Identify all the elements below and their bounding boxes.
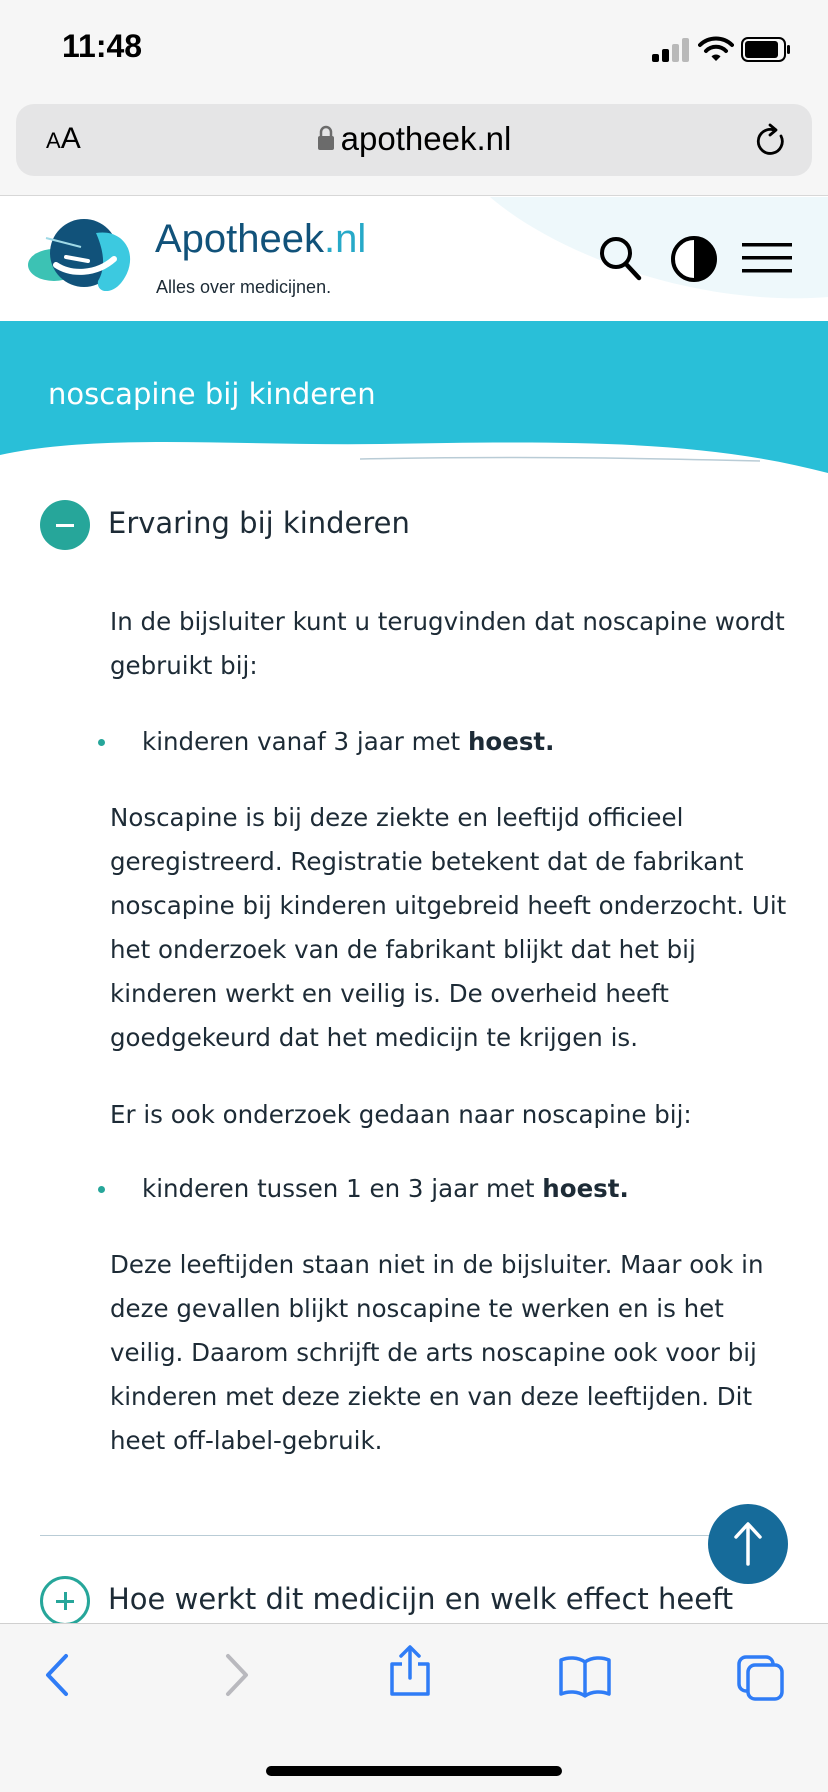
status-bar: [0, 0, 828, 96]
logo-tagline: Alles over medicijnen.: [156, 277, 332, 297]
cellular-signal-icon: [652, 38, 692, 62]
menu-icon[interactable]: [742, 241, 792, 275]
page-title: noscapine bij kinderen: [48, 377, 376, 411]
url-text: apotheek.nl: [340, 120, 512, 157]
registration-paragraph: Noscapine is bij deze ziekte en leeftijd officieel geregistreerd. Registratie betekent dat de fabrikant noscapine bij kinderen uitgebreid heeft onderzocht. Uit het onderzoek van de fabrikant blijkt dat het bij kinderen werkt en veilig is. De overheid heeft goedgekeurd dat het medicijn te krijgen is.: [110, 803, 787, 1052]
section-divider: [40, 1535, 760, 1536]
back-icon[interactable]: [42, 1652, 72, 1698]
scroll-to-top-button[interactable]: [708, 1504, 788, 1584]
off-label-paragraph: Deze leeftijden staan niet in de bijsluiter. Maar ook in deze gevallen blijkt noscapine te werken en is het veilig. Daarom schrijft de arts noscapine ook voor bij kinderen met deze ziekte en van deze leeftijden. Dit heet off-label-gebruik.: [110, 1250, 764, 1455]
research-paragraph: Er is ook onderzoek gedaan naar noscapine bij:: [110, 1100, 692, 1129]
address-bar[interactable]: [16, 104, 812, 176]
accordion-header-ervaring[interactable]: [40, 500, 800, 552]
accordion-title: Ervaring bij kinderen: [108, 506, 410, 540]
browser-address-area: [0, 96, 828, 196]
browser-toolbar: [0, 1623, 828, 1792]
wifi-icon: [698, 34, 734, 64]
apotheek-logo-icon[interactable]: [26, 213, 146, 303]
collapse-icon[interactable]: [40, 500, 90, 550]
status-time: 11:48: [62, 28, 143, 64]
bookmarks-icon[interactable]: [558, 1654, 612, 1698]
page-hero: [0, 321, 828, 481]
accordion-header-werking[interactable]: [40, 1576, 828, 1628]
contrast-icon[interactable]: [670, 235, 718, 283]
lock-icon: [317, 125, 335, 151]
intro-paragraph: In de bijsluiter kunt u terugvinden dat noscapine wordt gebruikt bij:: [110, 607, 785, 680]
search-icon[interactable]: [598, 235, 642, 281]
bullet-dot: [98, 1186, 105, 1193]
bullet-dot: [98, 739, 105, 746]
site-header: [0, 197, 828, 321]
forward-icon[interactable]: [222, 1652, 252, 1698]
share-icon[interactable]: [388, 1644, 432, 1698]
expand-icon[interactable]: [40, 1576, 90, 1626]
logo-wordmark[interactable]: Apotheek.nl: [155, 217, 367, 261]
battery-icon: [741, 37, 791, 62]
reload-icon[interactable]: [754, 122, 788, 158]
reader-settings-button[interactable]: AA: [46, 122, 81, 155]
accordion-title: Hoe werkt dit medicijn en welk effect heeft: [108, 1582, 734, 1616]
tabs-icon[interactable]: [736, 1654, 786, 1702]
home-indicator: [266, 1766, 562, 1776]
arrow-up-icon: [708, 1504, 788, 1584]
